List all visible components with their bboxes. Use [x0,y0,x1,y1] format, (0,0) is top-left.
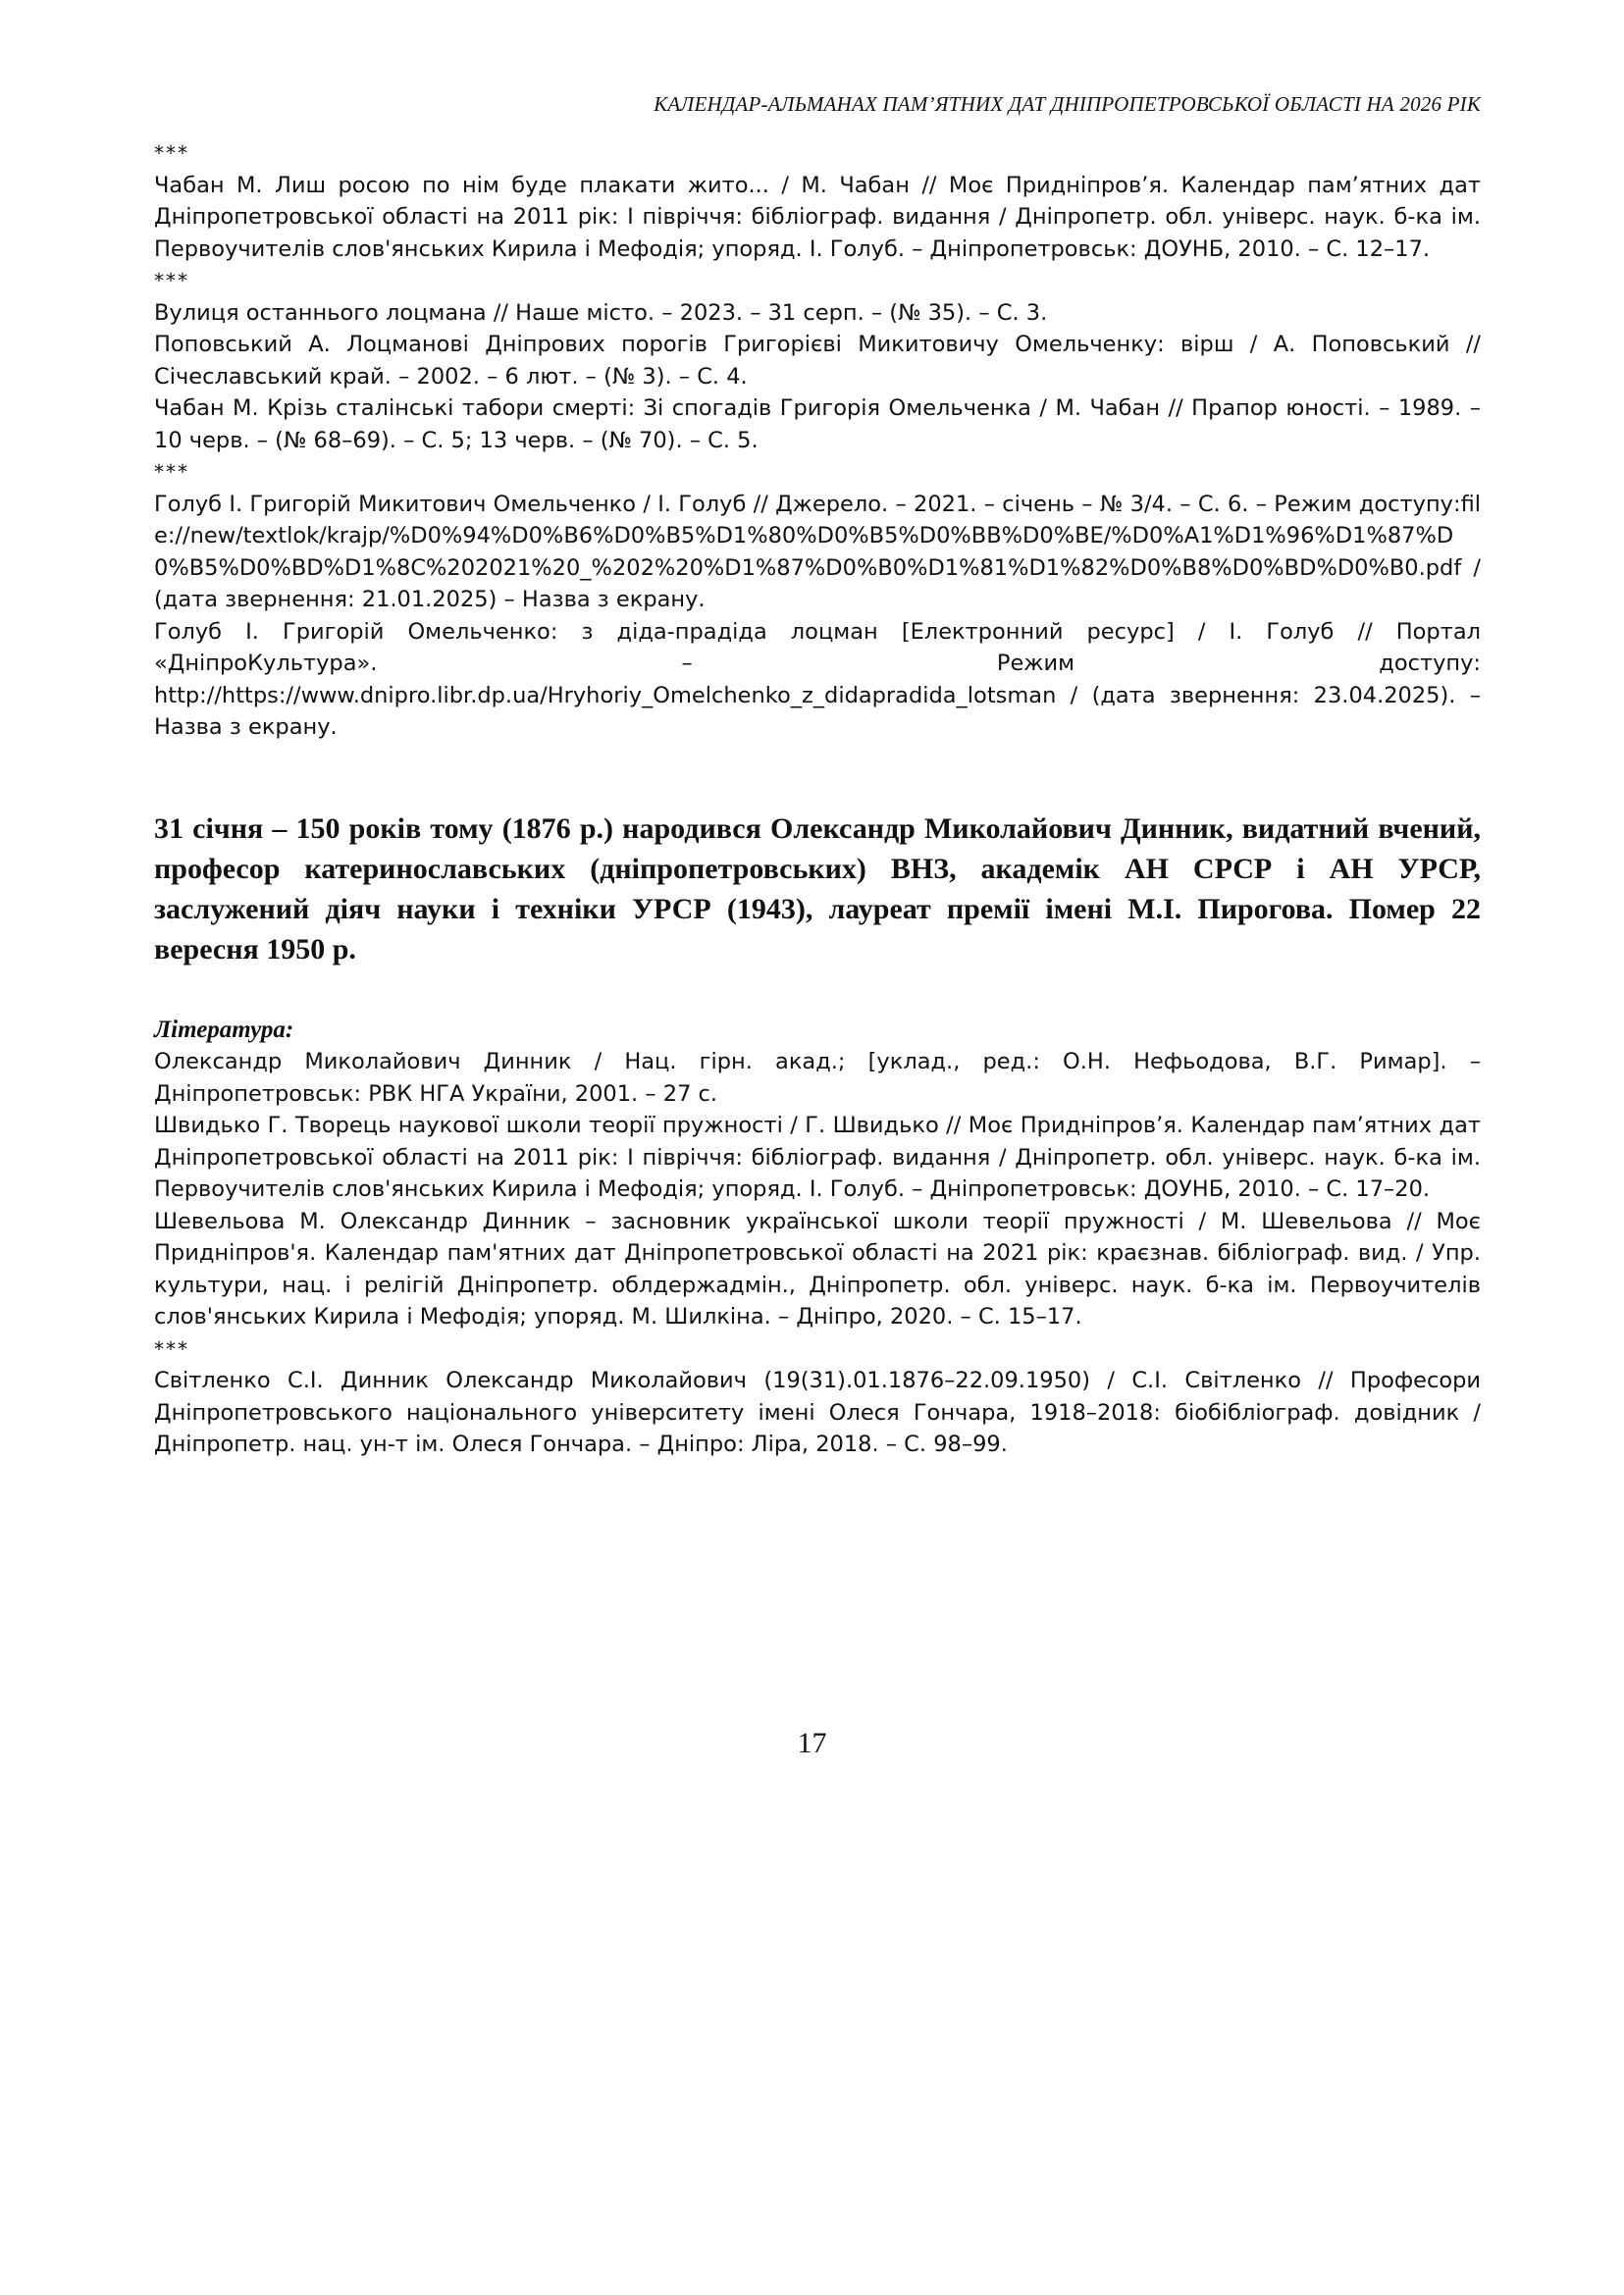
separator: *** [154,141,189,165]
literature-entry: Олександр Миколайович Динник / Нац. гірн. акад.; [уклад., ред.: О.Н. Нефьодова, В.Г. Римар]. – Дніпропетровськ: РВК НГА України, 2001. – 27 с. [154,1049,1481,1107]
running-header: КАЛЕНДАР-АЛЬМАНАХ ПАМ’ЯТНИХ ДАТ ДНІПРОПЕТРОВСЬКОЇ ОБЛАСТІ НА 2026 РІК [654,92,1481,116]
separator: *** [154,1336,189,1361]
bibliography-entry: Чабан М. Лиш росою по нім буде плакати жито... / М. Чабан // Моє Придніпров’я. Календар пам’ятних дат Дніпропетровської області на 2011 рік: I півріччя: бібліограф. видання / Дніпропетр. обл. універс. наук. б-ка ім. Первоучителів слов'янських Кирила і Мефодія; упоряд. І. Голуб. – Дніпропетровськ: ДОУНБ, 2010. – С. 12–17. [154,172,1481,262]
bibliography-entry: Голуб І. Григорій Микитович Омельченко / І. Голуб // Джерело. – 2021. – січень – № 3/4. – С. 6. – Режим доступу:file://new/textlok/krajp/%D0%94%D0%B6%D0%B5%D1%80%D0%B5%D0%BB%D0%BE/%D0%A1%D1%96%D1%87%D0%B5%D0%BD%D1%8C%202021%20_%202%20%D1%87%D0%B0%D1%81%D1%82%D0%B8%D0%BD%D0%B0.pdf / (дата звернення: 21.01.2025) – Назва з екрану. [154,491,1481,612]
literature-entry: Світленко С.І. Динник Олександр Миколайович (19(31).01.1876–22.09.1950) / С.І. Світленко // Професори Дніпропетровського національного університету імені Олеся Гончара, 1918–2018: біобібліограф. довідник / Дніпропетр. нац. ун-т ім. Олеся Гончара. – Дніпро: Ліра, 2018. – С. 98–99. [154,1368,1481,1457]
bibliography-entry: Чабан М. Крізь сталінські табори смерті: Зі спогадів Григорія Омельченка / М. Чабан // Прапор юності. – 1989. – 10 черв. – (№ 68–69). – С. 5; 13 черв. – (№ 70). – С. 5. [154,395,1481,453]
separator: *** [154,269,189,292]
bibliography-entry: Поповський А. Лоцманові Дніпрових порогів Григорієві Микитовичу Омельченку: вірш / А. Поповський // Січеславський край. – 2002. – 6 лют. – (№ 3). – С. 4. [154,332,1481,390]
separator: *** [154,460,189,484]
page-body [154,137,1481,1461]
bibliography-entry: Вулиця останнього лоцмана // Наше місто. – 2023. – 31 серп. – (№ 35). – С. 3. [154,299,1048,326]
literature-entry: Швидько Г. Творець наукової школи теорії пружності / Г. Швидько // Моє Придніпров’я. Календар пам’ятних дат Дніпропетровської області на 2011 рік: I півріччя: бібліограф. видання / Дніпропетр. обл. універс. наук. б-ка ім. Первоучителів слов'янських Кирила і Мефодія; упоряд. І. Голуб. – Дніпропетровськ: ДОУНБ, 2010. – С. 17–20. [154,1113,1481,1202]
literature-heading: Література: [154,1016,294,1043]
event-heading: 31 січня – 150 років тому (1876 р.) народився Олександр Миколайович Динник, видатний вчений, професор катеринославських (дніпропетровських) ВНЗ, академік АН СРСР і АН УРСР, заслужений діяч науки і техніки УРСР (1943), лауреат премії імені М.І. Пирогова. Помер 22 вересня 1950 р. [154,811,1481,965]
literature-entry: Шевельова М. Олександр Динник – засновник української школи теорії пружності / М. Шевельова // Моє Придніпров'я. Календар пам'ятних дат Дніпропетровської області на 2021 рік: краєзнав. бібліограф. вид. / Упр. культури, нац. і релігій Дніпропетр. облдержадмін., Дніпропетр. обл. універс. наук. б-ка ім. Первоучителів слов'янських Кирила і Мефодія; упоряд. М. Шилкіна. – Дніпро, 2020. – С. 15–17. [154,1208,1481,1330]
bibliography-entry: Голуб І. Григорій Омельченко: з діда-прадіда лоцман [Електронний ресурс] / І. Голуб // Портал «ДніпроКультура». – Режим доступу: http://https://www.dnipro.libr.dp.ua/Hryhoriy_Omelchenko_z_didapradida_lotsman / (дата звернення: 23.04.2025). – Назва з екрану. [154,618,1481,740]
page-number: 17 [797,1727,827,1759]
